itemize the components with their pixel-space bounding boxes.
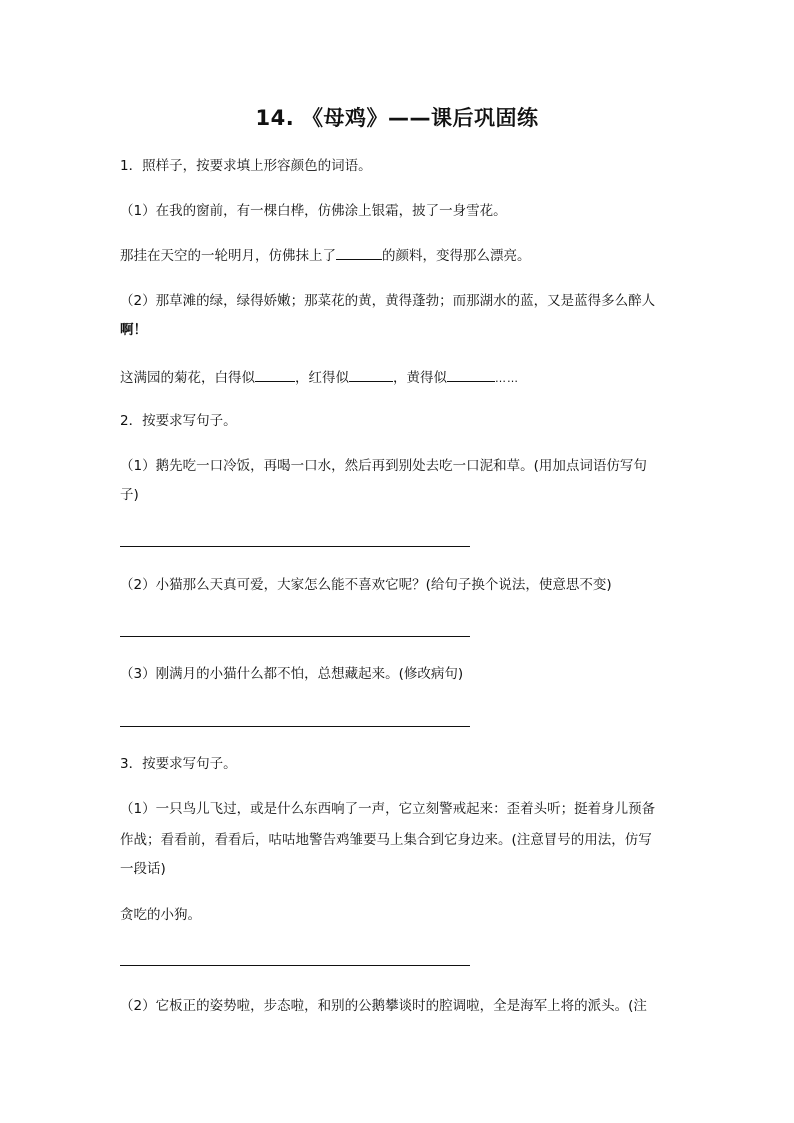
fill-blank[interactable] (336, 245, 382, 260)
q3-s1-line3: 一段话) (120, 861, 166, 877)
answer-line[interactable] (120, 965, 470, 966)
q1-example-2-line2: 啊！ (120, 322, 147, 338)
q2-heading: 2．按要求写句子。 (120, 413, 237, 429)
q1-heading: 1．照样子，按要求填上形容颜色的词语。 (120, 158, 372, 174)
q1-fill-2-a: 这满园的菊花，白得似 (120, 370, 255, 386)
q2-s1-line2: 子) (120, 487, 139, 503)
answer-line[interactable] (120, 726, 470, 727)
q1-example-1: （1）在我的窗前，有一棵白桦，仿佛涂上银霜，披了一身雪花。 (120, 203, 507, 219)
q3-s1-line1: （1）一只鸟儿飞过，或是什么东西响了一声，它立刻警戒起来：歪着头听；挺着身儿预备 (120, 801, 656, 817)
q3-s1-prompt: 贪吃的小狗。 (120, 907, 201, 923)
q3-s2-line1: （2）它板正的姿势啦，步态啦，和别的公鹅攀谈时的腔调啦，全是海军上将的派头。(注 (120, 998, 647, 1014)
q1-fill-2-end: …… (495, 372, 519, 385)
answer-line[interactable] (120, 636, 470, 637)
answer-line[interactable] (120, 546, 470, 547)
q1-fill-1-before: 那挂在天空的一轮明月，仿佛抹上了 (120, 248, 336, 264)
q3-heading: 3．按要求写句子。 (120, 756, 237, 772)
fill-blank[interactable] (349, 367, 393, 382)
q2-s3: （3）刚满月的小猫什么都不怕，总想藏起来。(修改病句) (120, 666, 464, 682)
q1-fill-2-b: ，红得似 (295, 370, 349, 386)
q1-fill-2 (120, 367, 680, 389)
q2-s1-line1: （1）鹅先吃一口冷饭，再喝一口水，然后再到别处去吃一口泥和草。(用加点词语仿写句 (120, 458, 647, 474)
q1-fill-1 (120, 245, 680, 266)
page-title: 14. 《母鸡》——课后巩固练 (255, 106, 539, 130)
q1-example-2-line1: （2）那草滩的绿，绿得娇嫩；那菜花的黄，黄得蓬勃；而那湖水的蓝，又是蓝得多么醉人 (120, 293, 656, 309)
fill-blank[interactable] (255, 367, 295, 382)
q1-fill-2-c: ，黄得似 (393, 370, 447, 386)
q3-s1-line2: 作战；看看前，看看后，咕咕地警告鸡雏要马上集合到它身边来。(注意冒号的用法，仿写 (120, 832, 652, 848)
q2-s2: （2）小猫那么天真可爱，大家怎么能不喜欢它呢？(给句子换个说法，使意思不变) (120, 577, 612, 593)
fill-blank[interactable] (447, 367, 495, 382)
q1-fill-1-after: 的颜料，变得那么漂亮。 (382, 248, 531, 264)
